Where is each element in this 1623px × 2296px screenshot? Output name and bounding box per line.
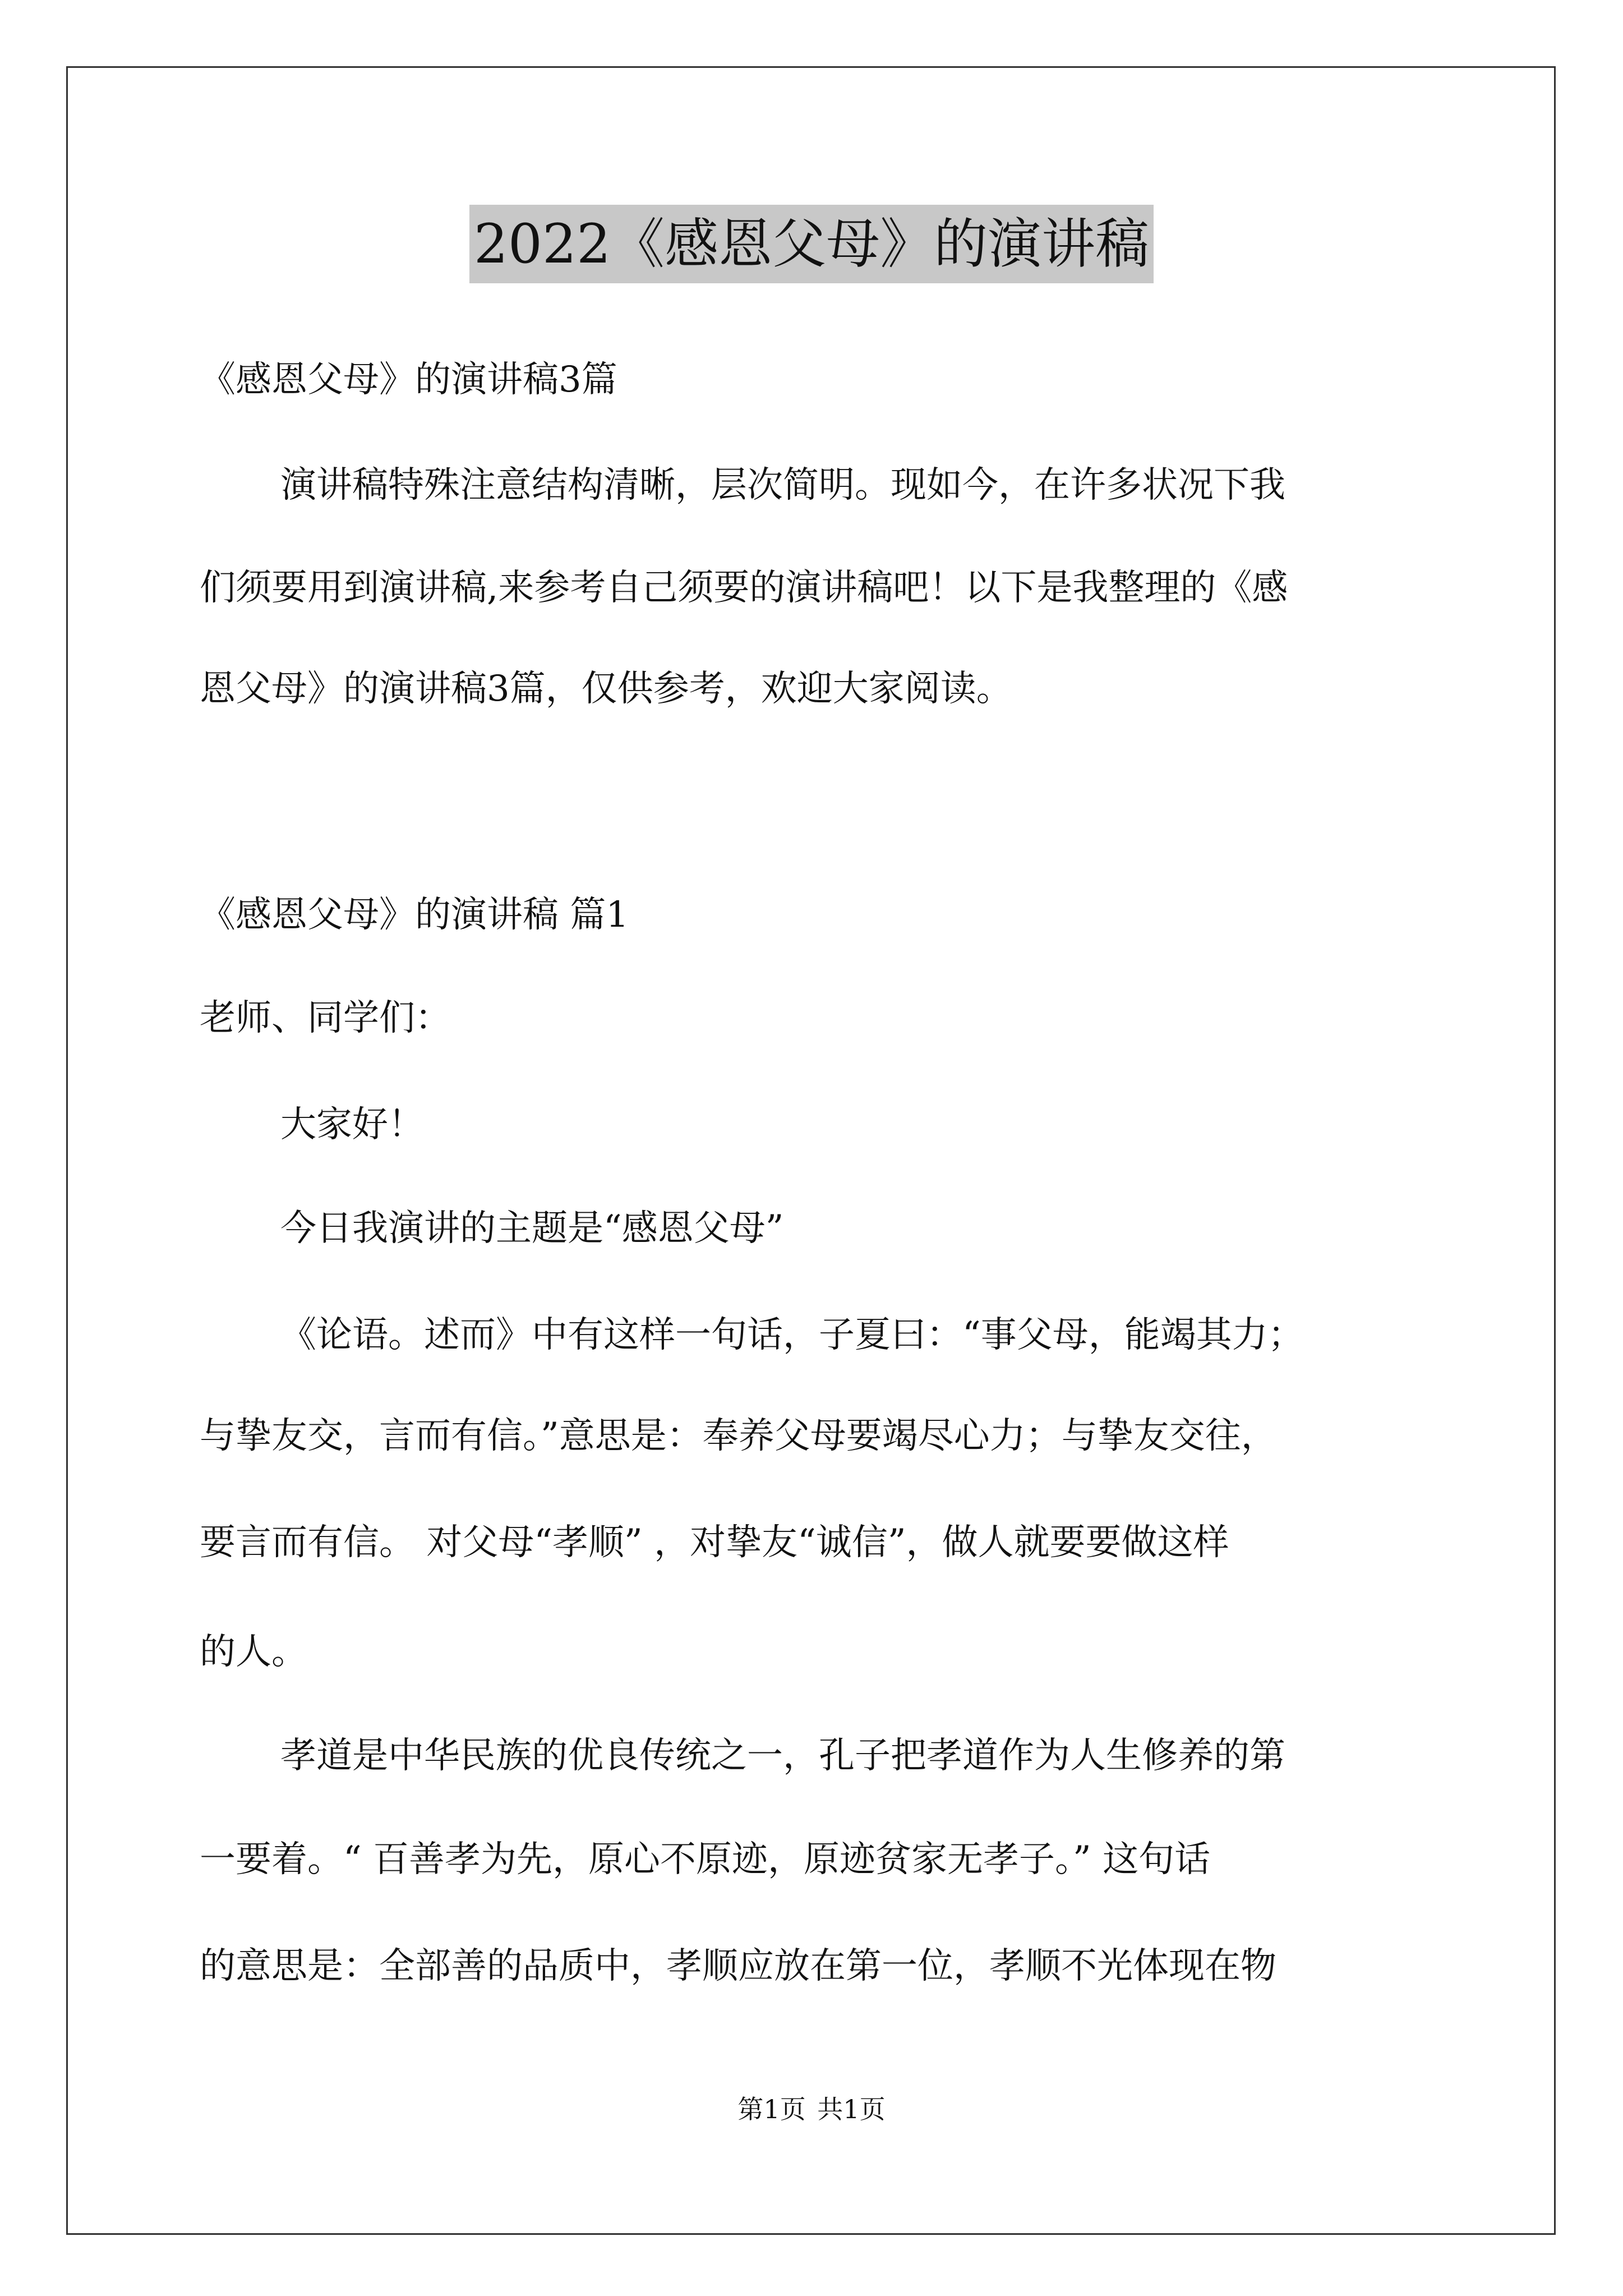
body-line: 一要着。“ 百善孝为先，原心不原迹，原迹贫家无孝子。” 这句话 bbox=[200, 1839, 1211, 1880]
body-line: 与挚友交，言而有信。”意思是：奉养父母要竭尽心力；与挚友交往， bbox=[200, 1415, 1277, 1457]
title-wrap bbox=[0, 205, 1623, 283]
body-line: 的人。 bbox=[200, 1631, 307, 1673]
section-heading: 《感恩父母》的演讲稿 篇1 bbox=[200, 894, 629, 936]
body-line: 《论语。述而》中有这样一句话，子夏曰：“事父母，能竭其力； bbox=[280, 1314, 1304, 1356]
document-title: 2022《感恩父母》的演讲稿 bbox=[469, 205, 1154, 283]
intro-line: 演讲稿特殊注意结构清晰，层次简明。现如今，在许多状况下我 bbox=[280, 464, 1285, 506]
intro-line: 们须要用到演讲稿,来参考自己须要的演讲稿吧！以下是我整理的《感 bbox=[200, 567, 1288, 609]
body-line: 孝道是中华民族的优良传统之一，孔子把孝道作为人生修养的第 bbox=[280, 1735, 1285, 1777]
salutation: 老师、同学们： bbox=[200, 997, 451, 1039]
body-line: 今日我演讲的主题是“感恩父母” bbox=[280, 1208, 784, 1249]
subtitle-line: 《感恩父母》的演讲稿3篇 bbox=[200, 359, 617, 401]
body-line: 的意思是：全部善的品质中，孝顺应放在第一位，孝顺不光体现在物 bbox=[200, 1945, 1276, 1987]
page-footer: 第1页 共1页 bbox=[737, 2094, 886, 2124]
body-line: 要言而有信。 对父母“孝顺” ，对挚友“诚信”，做人就要要做这样 bbox=[200, 1522, 1229, 1563]
intro-line: 恩父母》的演讲稿3篇，仅供参考，欢迎大家阅读。 bbox=[200, 668, 1012, 710]
greeting: 大家好！ bbox=[280, 1104, 424, 1145]
